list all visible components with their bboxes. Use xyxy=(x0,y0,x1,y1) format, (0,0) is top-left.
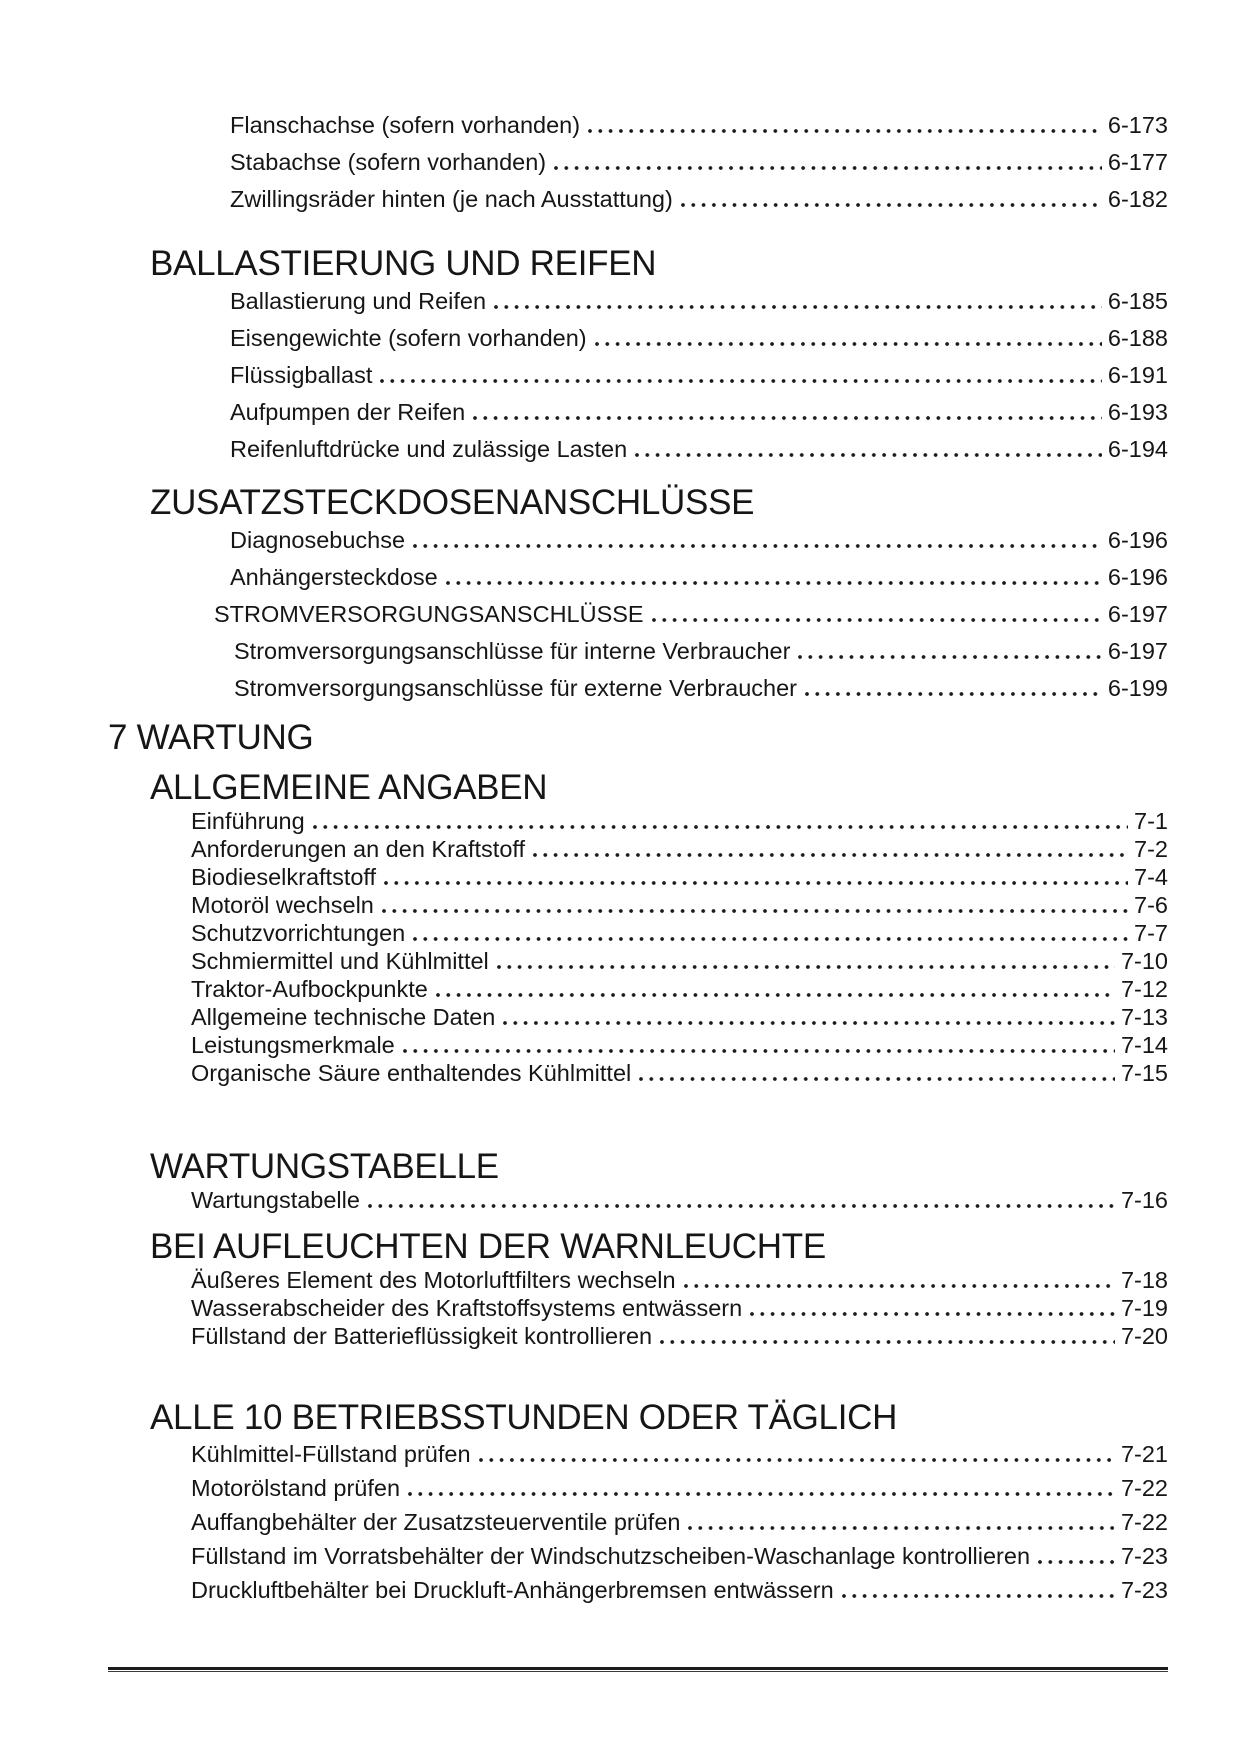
dot-leader xyxy=(842,1594,1115,1598)
toc-entry-title: Leistungsmerkmale xyxy=(191,1032,395,1058)
toc-entry-title: Anforderungen an den Kraftstoff xyxy=(191,836,526,862)
toc-entry-page-number: 7-7 xyxy=(1134,920,1168,946)
toc-entry-page-number: 7-21 xyxy=(1120,1441,1168,1467)
toc-entry xyxy=(191,1266,1168,1294)
dot-leader xyxy=(798,655,1101,659)
dot-leader xyxy=(380,379,1102,383)
toc-entry-title: Aufpumpen der Reifen xyxy=(230,399,466,425)
section-heading: ALLGEMEINE ANGABEN xyxy=(150,768,548,807)
toc-entry-title: Diagnosebuchse xyxy=(230,527,406,553)
dot-leader xyxy=(595,342,1102,346)
toc-entry-title: Kühlmittel-Füllstand prüfen xyxy=(191,1441,471,1467)
toc-entry xyxy=(191,975,1168,1003)
dot-leader xyxy=(660,1340,1115,1344)
toc-entry xyxy=(230,320,1168,357)
toc-entry-title: Allgemeine technische Daten xyxy=(191,1004,496,1030)
toc-entry xyxy=(234,670,1168,707)
toc-entry-title: Druckluftbehälter bei Druckluft-Anhängerbremsen entwässern xyxy=(191,1577,834,1603)
dot-leader xyxy=(684,1284,1115,1288)
section-heading: ALLE 10 BETRIEBSSTUNDEN ODER TÄGLICH xyxy=(150,1398,898,1437)
dot-leader xyxy=(805,692,1102,696)
toc-section-list xyxy=(108,1186,1168,1214)
toc-entry-title: Flanschachse (sofern vorhanden) xyxy=(230,112,581,138)
toc-entry-title: Flüssigballast xyxy=(230,362,373,388)
toc-entry-title: Biodieselkraftstoff xyxy=(191,864,377,890)
toc-entry xyxy=(191,947,1168,975)
toc-entry-page-number: 6-173 xyxy=(1107,112,1168,138)
dot-leader xyxy=(446,581,1102,585)
toc-entry-page-number: 6-193 xyxy=(1107,399,1168,425)
section-heading: BALLASTIERUNG UND REIFEN xyxy=(150,244,657,283)
section-heading: ZUSATZSTECKDOSENANSCHLÜSSE xyxy=(150,483,755,522)
toc-entry-title: Anhängersteckdose xyxy=(230,564,438,590)
toc-entry-page-number: 7-12 xyxy=(1120,976,1168,1002)
toc-entry-title: Wartungstabelle xyxy=(191,1187,360,1213)
dot-leader xyxy=(436,993,1115,997)
toc-entry-title: Stromversorgungsanschlüsse für externe Verbraucher xyxy=(234,675,797,701)
dot-leader xyxy=(413,544,1102,548)
dot-leader xyxy=(533,853,1128,857)
toc-entry-page-number: 7-19 xyxy=(1120,1295,1168,1321)
toc-entry-page-number: 7-20 xyxy=(1120,1323,1168,1349)
toc-section-list xyxy=(108,807,1168,1087)
dot-leader xyxy=(497,965,1115,969)
toc-entry-title: Füllstand im Vorratsbehälter der Windschutzscheiben-Waschanlage kontrollieren xyxy=(191,1543,1031,1569)
section-heading: WARTUNGSTABELLE xyxy=(150,1147,499,1186)
toc-section-list xyxy=(108,596,1168,633)
toc-entry-title: Schmiermittel und Kühlmittel xyxy=(191,948,489,974)
dot-leader xyxy=(384,881,1128,885)
toc-entry xyxy=(191,1294,1168,1322)
chapter-heading: 7 WARTUNG xyxy=(108,718,314,757)
toc-entry-page-number: 6-185 xyxy=(1107,288,1168,314)
dot-leader xyxy=(554,166,1102,170)
toc-entry-page-number: 7-23 xyxy=(1120,1577,1168,1603)
toc-entry-title: Reifenluftdrücke und zulässige Lasten xyxy=(230,436,628,462)
dot-leader xyxy=(652,618,1102,622)
dot-leader xyxy=(313,825,1128,829)
toc-entry-page-number: 7-4 xyxy=(1134,864,1168,890)
dot-leader xyxy=(368,1204,1115,1208)
dot-leader xyxy=(635,453,1102,457)
toc-entry-page-number: 7-10 xyxy=(1120,948,1168,974)
section-heading: BEI AUFLEUCHTEN DER WARNLEUCHTE xyxy=(150,1227,826,1266)
toc-entry-page-number: 6-194 xyxy=(1107,436,1168,462)
toc-entry-title: Traktor-Aufbockpunkte xyxy=(191,976,428,1002)
dot-leader xyxy=(750,1312,1115,1316)
toc-entry xyxy=(230,559,1168,596)
toc-section-list xyxy=(108,1437,1168,1607)
toc-entry-title: Stromversorgungsanschlüsse für interne Verbraucher xyxy=(234,638,791,664)
toc-entry-page-number: 6-197 xyxy=(1107,601,1168,627)
toc-entry xyxy=(191,891,1168,919)
toc-entry-page-number: 7-13 xyxy=(1120,1004,1168,1030)
dot-leader xyxy=(479,1458,1115,1462)
dot-leader xyxy=(639,1077,1115,1081)
toc-entry xyxy=(230,144,1168,181)
dot-leader xyxy=(403,1049,1115,1053)
toc-entry-title: Stabachse (sofern vorhanden) xyxy=(230,149,547,175)
toc-entry-title: Schutzvorrichtungen xyxy=(191,920,406,946)
toc-entry-page-number: 6-182 xyxy=(1107,186,1168,212)
toc-entry-title: Zwillingsräder hinten (je nach Ausstattung) xyxy=(230,186,673,212)
toc-entry xyxy=(230,522,1168,559)
toc-entry xyxy=(191,807,1168,835)
toc-entry-page-number: 7-1 xyxy=(1134,808,1168,834)
toc-section-list xyxy=(108,1266,1168,1350)
toc-entry-page-number: 7-22 xyxy=(1120,1509,1168,1535)
toc-entry-page-number: 6-196 xyxy=(1107,527,1168,553)
toc-entry xyxy=(191,835,1168,863)
toc-entry-page-number: 7-6 xyxy=(1134,892,1168,918)
toc-entry-page-number: 6-197 xyxy=(1107,638,1168,664)
toc-entry xyxy=(191,1003,1168,1031)
toc-entry xyxy=(191,1437,1168,1471)
toc-entry-page-number: 7-16 xyxy=(1120,1187,1168,1213)
toc-entry-title: Auffangbehälter der Zusatzsteuerventile prüfen xyxy=(191,1509,681,1535)
dot-leader xyxy=(588,129,1102,133)
dot-leader xyxy=(473,416,1102,420)
toc-entry-title: Äußeres Element des Motorluftfilters wechseln xyxy=(191,1267,676,1293)
toc-entry xyxy=(191,1322,1168,1350)
toc-entry-title: Einführung xyxy=(191,808,305,834)
dot-leader xyxy=(413,937,1128,941)
toc-entry xyxy=(191,1031,1168,1059)
toc-entry-page-number: 6-191 xyxy=(1107,362,1168,388)
dot-leader xyxy=(688,1526,1114,1530)
toc-entry-page-number: 7-15 xyxy=(1120,1060,1168,1086)
dot-leader xyxy=(408,1492,1115,1496)
toc-entry-title: Motoröl wechseln xyxy=(191,892,374,918)
toc-entry xyxy=(191,1059,1168,1087)
toc-entry xyxy=(230,283,1168,320)
toc-entry xyxy=(191,1539,1168,1573)
toc-entry xyxy=(214,596,1168,633)
toc-entry-title: Motorölstand prüfen xyxy=(191,1475,401,1501)
dot-leader xyxy=(382,909,1128,913)
toc-entry xyxy=(230,394,1168,431)
toc-entry-title: Ballastierung und Reifen xyxy=(230,288,487,314)
toc-entry xyxy=(191,1505,1168,1539)
toc-entry-page-number: 6-177 xyxy=(1107,149,1168,175)
toc-entry-title: STROMVERSORGUNGSANSCHLÜSSE xyxy=(214,601,644,627)
toc-entry xyxy=(191,1471,1168,1505)
toc-entry xyxy=(230,431,1168,468)
toc-entry xyxy=(234,633,1168,670)
toc-entry-title: Eisengewichte (sofern vorhanden) xyxy=(230,325,587,351)
toc-entry xyxy=(191,863,1168,891)
toc-entry-page-number: 7-22 xyxy=(1120,1475,1168,1501)
toc-entry-page-number: 7-23 xyxy=(1120,1543,1168,1569)
toc-entry-page-number: 6-196 xyxy=(1107,564,1168,590)
toc-entry xyxy=(230,357,1168,394)
toc-section-list xyxy=(108,107,1168,218)
toc-entry xyxy=(191,919,1168,947)
toc-entry xyxy=(230,181,1168,218)
toc-entry-page-number: 6-188 xyxy=(1107,325,1168,351)
toc-entry-page-number: 7-2 xyxy=(1134,836,1168,862)
toc-entry xyxy=(191,1573,1168,1607)
toc-section-list xyxy=(108,283,1168,468)
toc-entry-title: Organische Säure enthaltendes Kühlmittel xyxy=(191,1060,632,1086)
toc-content xyxy=(108,107,1168,1607)
toc-entry-title: Wasserabscheider des Kraftstoffsystems entwässern xyxy=(191,1295,743,1321)
dot-leader xyxy=(1038,1560,1115,1564)
dot-leader xyxy=(681,203,1102,207)
toc-entry-page-number: 7-18 xyxy=(1120,1267,1168,1293)
dot-leader xyxy=(494,305,1102,309)
toc-entry-page-number: 7-14 xyxy=(1120,1032,1168,1058)
footer-rule xyxy=(108,1667,1168,1672)
dot-leader xyxy=(503,1021,1115,1025)
toc-entry-page-number: 6-199 xyxy=(1107,675,1168,701)
toc-entry-title: Füllstand der Batterieflüssigkeit kontrollieren xyxy=(191,1323,653,1349)
toc-section-list xyxy=(108,522,1168,596)
toc-entry xyxy=(230,107,1168,144)
toc-entry xyxy=(191,1186,1168,1214)
toc-section-list xyxy=(108,633,1168,707)
